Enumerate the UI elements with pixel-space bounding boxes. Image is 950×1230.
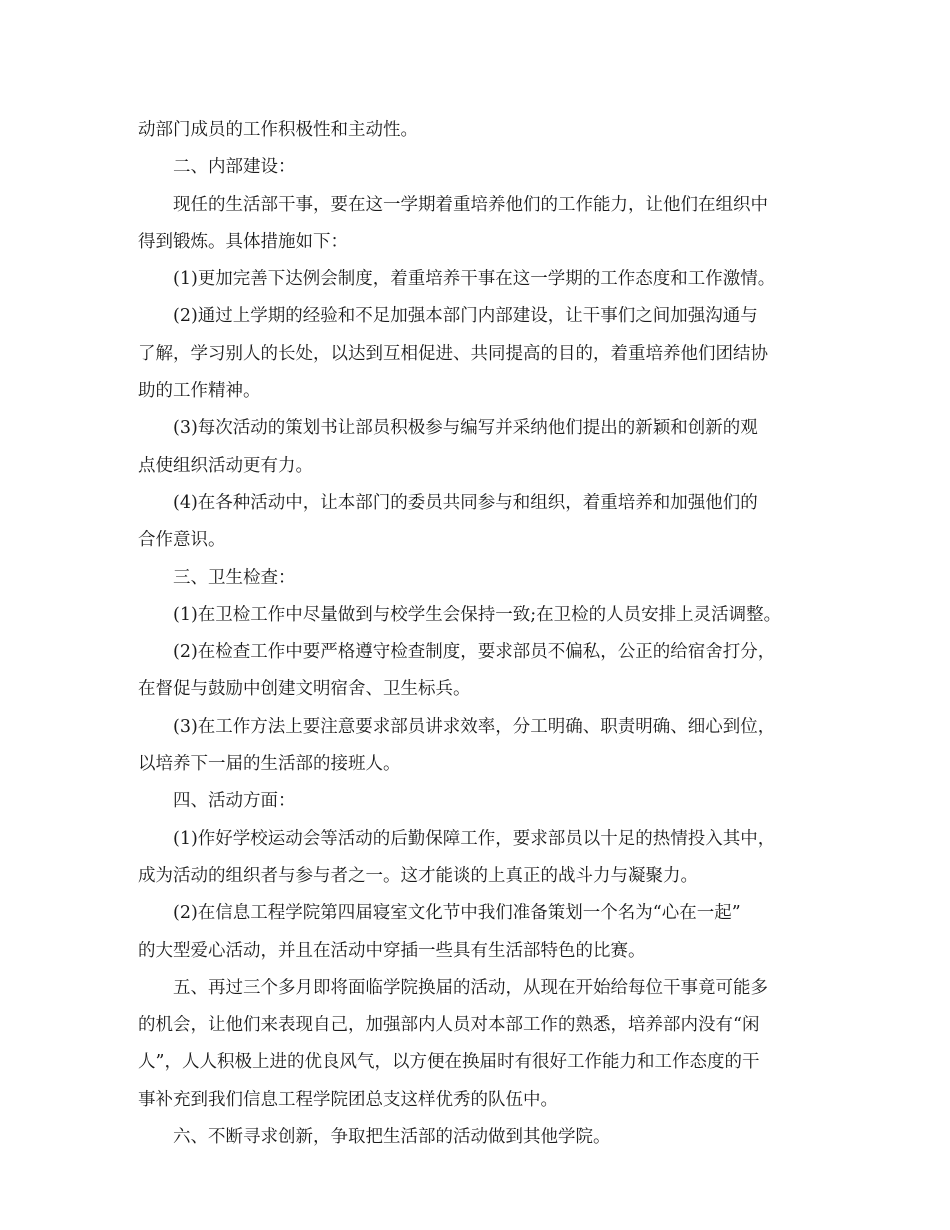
list-item-text: (4)在各种活动中，让本部门的委员共同参与和组织，着重培养和加强他们的: [173, 492, 758, 513]
list-item-text: (2)在检查工作中要严格遵守检查制度，要求部员不偏私，公正的给宿舍打分，: [173, 642, 776, 663]
text-line: 动部门成员的工作积极性和主动性。: [138, 120, 418, 140]
text-line: 的机会，让他们来表现自己，加强部内人员对本部工作的熟悉，培养部内没有“闲: [138, 1015, 760, 1036]
list-item-text: (2)通过上学期的经验和不足加强本部门内部建设，让干事们之间加强沟通与: [173, 306, 758, 327]
section-paragraph: 六、不断寻求创新，争取把生活部的活动做到其他学院。: [173, 1127, 611, 1148]
text-line: 合作意识。: [138, 530, 226, 551]
text-line: 现任的生活部干事，要在这一学期着重培养他们的工作能力，让他们在组织中: [173, 194, 768, 215]
list-item-text: (1)作好学校运动会等活动的后勤保障工作，要求部员以十足的热情投入其中，: [173, 828, 776, 849]
text-line: 在督促与鼓励中创建文明宿舍、卫生标兵。: [138, 679, 471, 700]
list-item-text: (1)在卫检工作中尽量做到与校学生会保持一致;在卫检的人员安排上灵活调整。: [173, 604, 782, 625]
document-body: [138, 112, 828, 1156]
text-line: 事补充到我们信息工程学院团总支这样优秀的队伍中。: [138, 1089, 558, 1110]
section-heading: 二、内部建设：: [173, 157, 296, 178]
text-line: 人”，人人积极上进的优良风气，以方便在换届时有很好工作能力和工作态度的干: [138, 1052, 760, 1073]
text-line: 以培养下一届的生活部的接班人。: [138, 754, 401, 775]
text-line: 了解，学习别人的长处，以达到互相促进、共同提高的目的，着重培养他们团结协: [138, 343, 768, 364]
text-line: 得到锻炼。具体措施如下：: [138, 231, 348, 252]
list-item-text: (1)更加完善下达例会制度，着重培养干事在这一学期的工作态度和工作激情。: [173, 269, 776, 290]
section-paragraph: 五、再过三个多月即将面临学院换届的活动，从现在开始给每位干事竟可能多: [173, 977, 768, 998]
section-heading: 四、活动方面：: [173, 791, 296, 812]
text-line: 点使组织活动更有力。: [138, 455, 313, 476]
text-line: 助的工作精神。: [138, 381, 261, 402]
list-item-text: (2)在信息工程学院第四届寝室文化节中我们准备策划一个名为“心在一起”: [173, 903, 741, 924]
list-item-text: (3)在工作方法上要注意要求部员讲求效率，分工明确、职责明确、细心到位，: [173, 716, 776, 737]
text-line: 的大型爱心活动，并且在活动中穿插一些具有生活部特色的比赛。: [138, 940, 646, 961]
list-item-text: (3)每次活动的策划书让部员积极参与编写并采纳他们提出的新颖和创新的观: [173, 418, 758, 439]
text-line: 成为活动的组织者与参与者之一。这才能谈的上真正的战斗力与凝聚力。: [138, 865, 698, 886]
section-heading: 三、卫生检查：: [173, 567, 296, 588]
